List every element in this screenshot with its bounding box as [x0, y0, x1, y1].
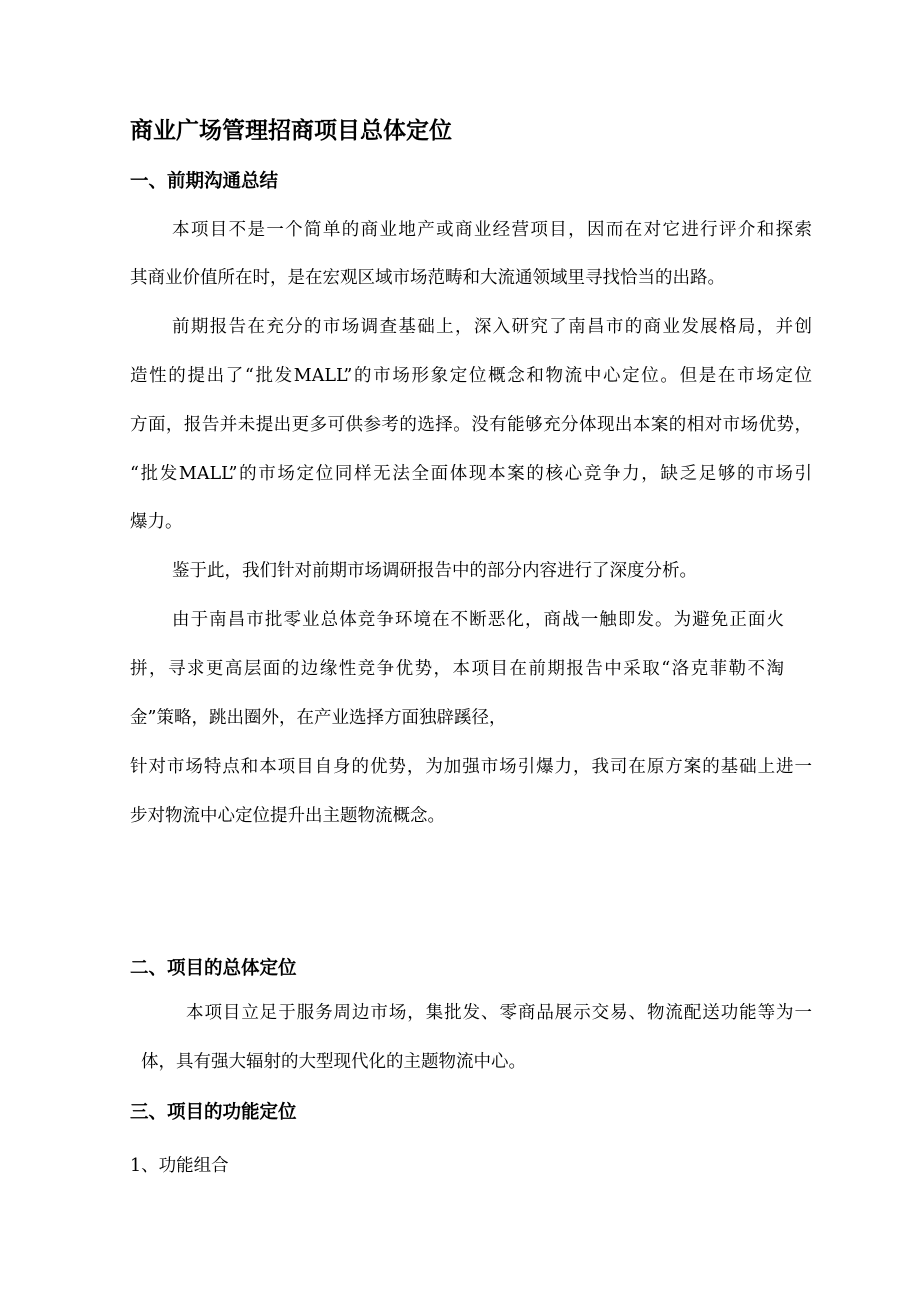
subheading: 1、功能组合	[130, 1156, 229, 1176]
paragraph-line: 本项目立足于服务周边市场，集批发、零商品展示交易、物流配送功能等为一	[186, 1003, 812, 1023]
section-heading-3: 三、项目的功能定位	[130, 1102, 297, 1123]
paragraph-line: 方面，报告并未提出更多可供参考的选择。没有能够充分体现出本案的相对市场优势，	[130, 415, 812, 435]
paragraph-line: 本项目不是一个简单的商业地产或商业经营项目，因而在对它进行评介和探索	[172, 220, 812, 240]
document-title: 商业广场管理招商项目总体定位	[130, 118, 452, 144]
paragraph-line: 体，具有强大辐射的大型现代化的主题物流中心。	[141, 1052, 526, 1072]
paragraph-line: 其商业价值所在时，是在宏观区域市场范畴和大流通领域里寻找恰当的出路。	[130, 268, 725, 288]
paragraph-line: “批发MALL”的市场定位同样无法全面体现本案的核心竞争力，缺乏足够的市场引	[130, 464, 812, 484]
paragraph-line: 拼，寻求更高层面的边缘性竞争优势，本项目在前期报告中采取“洛克菲勒不淘	[130, 659, 784, 679]
paragraph-line: 鉴于此，我们针对前期市场调研报告中的部分内容进行了深度分析。	[172, 561, 697, 581]
section-heading-1: 一、前期沟通总结	[130, 171, 279, 192]
paragraph-line: 针对市场特点和本项目自身的优势，为加强市场引爆力，我司在原方案的基础上进一	[130, 757, 812, 777]
paragraph-line: 造性的提出了“批发MALL”的市场形象定位概念和物流中心定位。但是在市场定位	[130, 366, 812, 386]
paragraph-line: 前期报告在充分的市场调查基础上，深入研究了南昌市的商业发展格局，并创	[172, 317, 812, 337]
paragraph-line: 步对物流中心定位提升出主题物流概念。	[130, 806, 445, 826]
paragraph-line: 金”策略，跳出圈外，在产业选择方面独辟蹊径，	[130, 708, 507, 728]
paragraph-line: 爆力。	[130, 512, 183, 532]
section-heading-2: 二、项目的总体定位	[130, 958, 297, 979]
paragraph-line: 由于南昌市批零业总体竞争环境在不断恶化，商战一触即发。为避免正面火	[172, 610, 784, 630]
